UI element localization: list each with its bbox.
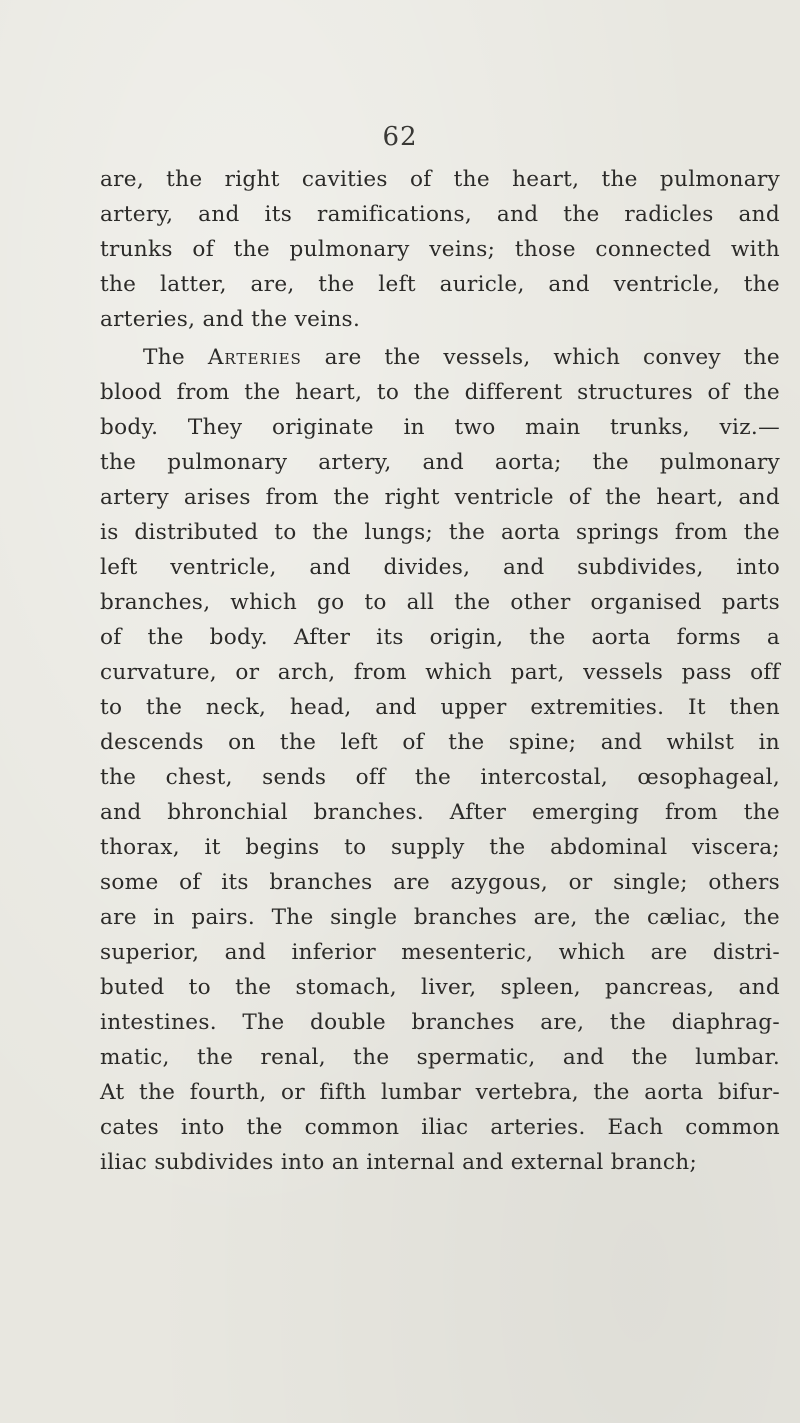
- text-line: thorax, it begins to supply the abdominal viscera;: [100, 835, 780, 860]
- text-line: branches, which go to all the other organised parts: [100, 590, 780, 615]
- text-line: is distributed to the lungs; the aorta springs from the: [100, 520, 780, 545]
- text-line: the pulmonary artery, and aorta; the pulmonary: [100, 450, 780, 475]
- text-line: descends on the left of the spine; and whilst in: [100, 730, 780, 755]
- text-line: the chest, sends off the intercostal, œsophageal,: [100, 765, 780, 790]
- text-line: iliac subdivides into an internal and external branch;: [100, 1150, 698, 1175]
- text-line: are in pairs. The single branches are, the cæliac, the: [100, 905, 780, 930]
- text-line: body. They originate in two main trunks, viz.—: [100, 415, 780, 440]
- text-line: the latter, are, the left auricle, and ventricle, the: [100, 272, 780, 297]
- text-line: buted to the stomach, liver, spleen, pancreas, and: [100, 975, 780, 1000]
- text-line: are, the right cavities of the heart, the pulmonary: [100, 167, 780, 192]
- text-line: At the fourth, or fifth lumbar vertebra, the aorta bifur-: [100, 1080, 780, 1105]
- text-line: to the neck, head, and upper extremities. It then: [100, 695, 780, 720]
- text-line: superior, and inferior mesenteric, which are distri-: [100, 940, 780, 965]
- text-line: matic, the renal, the spermatic, and the lumbar.: [100, 1045, 780, 1070]
- page-number: 62: [382, 122, 418, 152]
- text-line: and bhronchial branches. After emerging from the: [100, 800, 780, 825]
- paragraph-opening-line: [100, 340, 780, 375]
- text-line: intestines. The double branches are, the diaphrag-: [100, 1010, 780, 1035]
- paragraph-1: [100, 162, 780, 337]
- text-line: blood from the heart, to the different structures of the: [100, 380, 780, 405]
- text-line: some of its branches are azygous, or single; others: [100, 870, 780, 895]
- text-line: left ventricle, and divides, and subdivides, into: [100, 555, 780, 580]
- text-line: arteries, and the veins.: [100, 307, 361, 332]
- text-line: artery, and its ramifications, and the radicles and: [100, 202, 780, 227]
- text-line: of the body. After its origin, the aorta forms a: [100, 625, 780, 650]
- lead-word: The: [143, 345, 185, 370]
- paragraph-2: [100, 340, 780, 1180]
- text-line: trunks of the pulmonary veins; those connected with: [100, 237, 780, 262]
- lead-term-arteries: Arteries: [207, 345, 302, 370]
- text-line: cates into the common iliac arteries. Each common: [100, 1115, 780, 1140]
- lead-rest: are the vessels, which convey the: [324, 345, 780, 370]
- text-line: artery arises from the right ventricle of the heart, and: [100, 485, 780, 510]
- text-line: curvature, or arch, from which part, vessels pass off: [100, 660, 780, 685]
